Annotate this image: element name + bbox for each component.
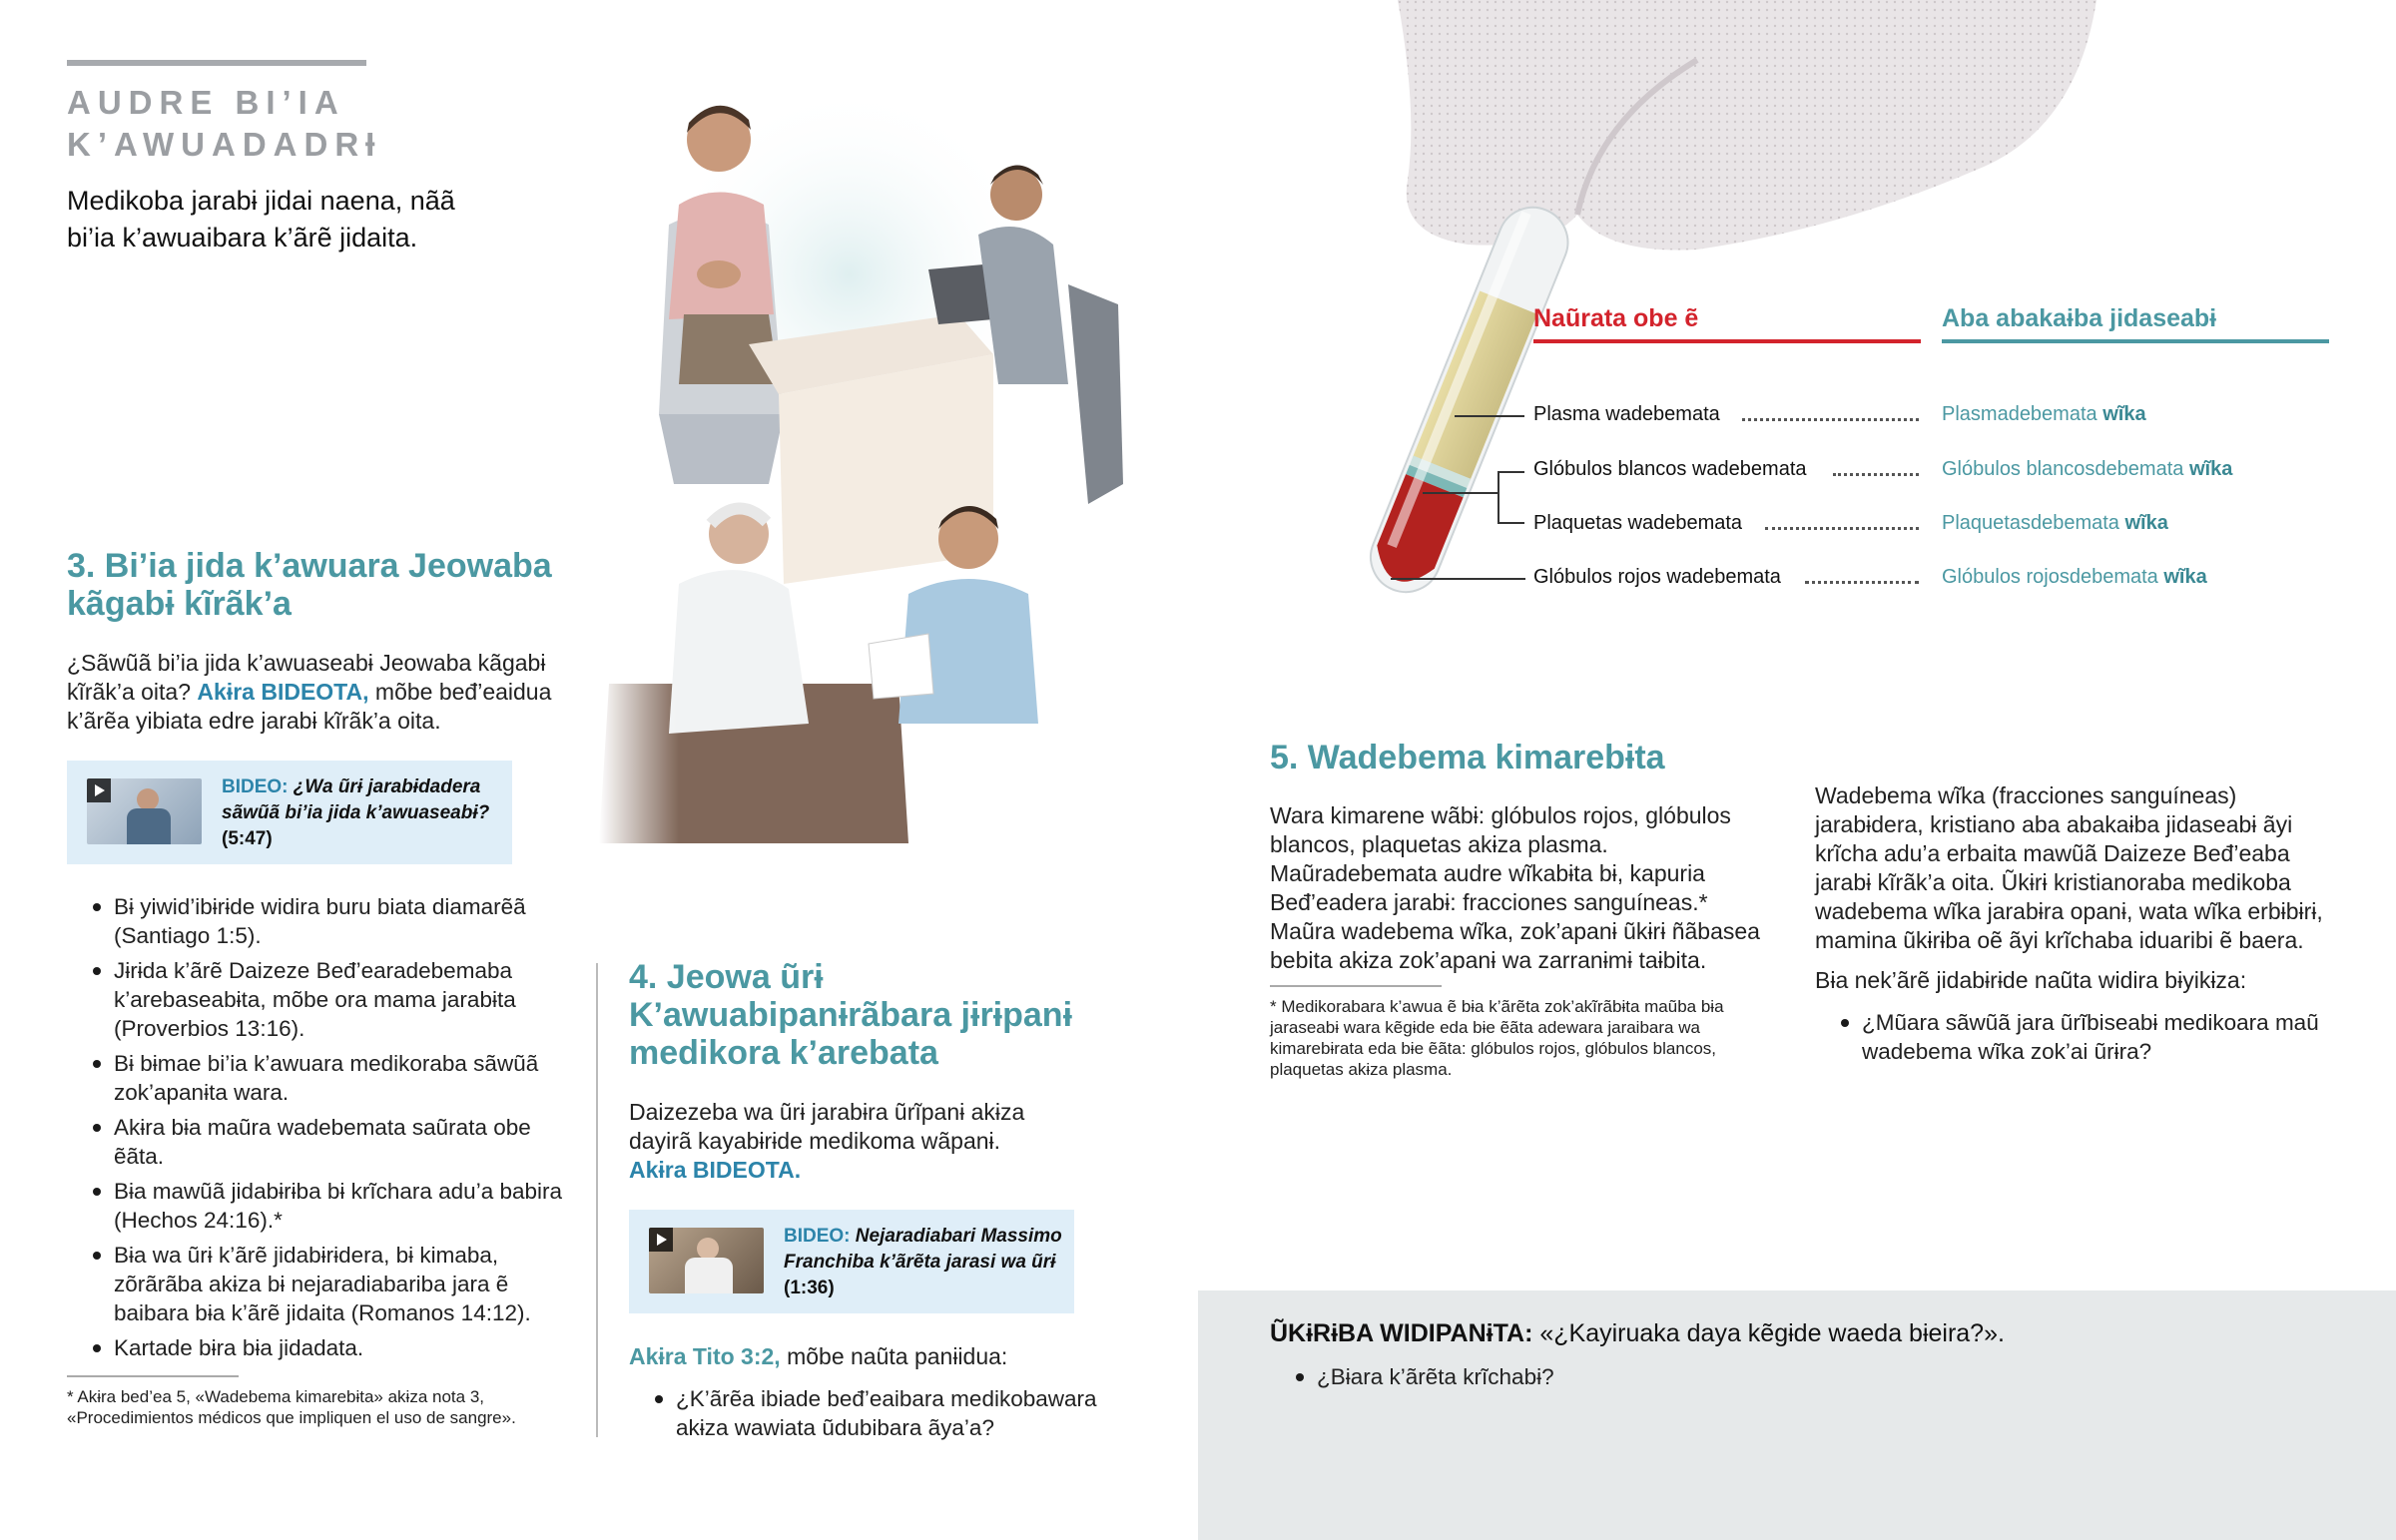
list-item: Kartade bɨra bɨa jidadata. bbox=[67, 1333, 576, 1362]
chart-header-left: Naũrata obe ẽ bbox=[1533, 304, 1699, 332]
list-item: Bɨa wa ũrɨ k’ãrẽ jidabɨrɨdera, bɨ kimaba, zõrãrãba akɨza bɨ nejaradiabariba jara ẽ baibara bɨa k’ãrẽ jidaita (Romanos 14:12). bbox=[67, 1241, 576, 1327]
leader-line-plasma bbox=[1455, 415, 1524, 417]
footnote-rule bbox=[67, 1375, 239, 1377]
some-people-say-heading: ŨKɨRɨBA WIDIPANɨTA: «¿Kayiruaka daya kẽgɨde waeda bɨeira?». bbox=[1270, 1319, 2005, 1347]
header-accent-bar bbox=[67, 60, 366, 66]
section-5-para3: Bɨa nek’ãrẽ jidabɨrɨde naũta widira bɨyikɨza: bbox=[1815, 967, 2247, 993]
leader-line-wbc-branch bbox=[1498, 471, 1524, 473]
video-thumbnail[interactable] bbox=[649, 1228, 764, 1293]
list-item: ¿Bɨara k’ãrẽta krĩchabɨ? bbox=[1270, 1362, 2168, 1391]
play-icon[interactable] bbox=[649, 1228, 673, 1252]
page-title-line2: K’AWUADADRƗ bbox=[67, 126, 382, 163]
list-item: Jɨrɨda k’ãrẽ Daizeze Beđ’earadebemaba k’arebaseabɨta, mõbe ora mama jarabɨta (Proverbios 13:16). bbox=[67, 956, 576, 1043]
chart-row-2-right: Glóbulos blancosdebemata wĩka bbox=[1942, 458, 2233, 480]
video-caption: BIDEO: Nejaradiabari Massimo Franchiba k’ãrẽta jarasi wa ũrɨ (1:36) bbox=[784, 1226, 1062, 1298]
section-5-para1: Wara kimarene wãbɨ: glóbulos rojos, glóbulos blancos, plaquetas akɨza plasma. Maũradebemata audre wĩkabɨta bɨ, kapuria Beđ’eadera jarabɨ: fracciones sanguíneas.* Maũra wadebema wĩka, zok’apanɨ ũkɨrɨ ñãbasea bebita akɨza zok’apanɨ wa zarranɨmɨ taɨbita. bbox=[1270, 802, 1760, 973]
section-4-read-text: Akɨra Tito 3:2, mõbe naũta panɨidua: bbox=[629, 1343, 1008, 1369]
chart-header-right: Aba abakaɨba jidaseabɨ bbox=[1942, 304, 2217, 332]
video-thumbnail[interactable] bbox=[87, 778, 202, 844]
section-5-footnote: * Medikorabara k’awua ẽ bɨa k’ãrẽta zok’akĩrãbɨta maũba bɨa jaraseabɨ wara kẽgɨde eda bɨe ẽãta adewara jaraibara wa kimarebɨrata eda bɨe ẽãta: glóbulos rojos, glóbulos blancos, plaquetas akɨza plasma. bbox=[1270, 997, 1724, 1079]
leader-line-wbc bbox=[1423, 492, 1498, 494]
chart-row-3-left: Plaquetas wadebemata bbox=[1533, 512, 1743, 534]
video-card-section-4[interactable] bbox=[629, 1210, 1074, 1313]
gray-box-bullet-list bbox=[1270, 1362, 2168, 1397]
page-intro: Medikoba jarabɨ jidai naena, nãã bi’ia k’awuaibara k’ãrẽ jidaita. bbox=[67, 186, 455, 253]
chart-row-1-dots bbox=[1742, 418, 1919, 421]
chart-header-left-rule bbox=[1533, 339, 1921, 343]
list-item: ¿K’ãrẽa ibiade beđ’eaibara medikobawara akɨza wawiata ũdubibara ãya’a? bbox=[629, 1384, 1108, 1442]
section-3-bullet-list bbox=[67, 892, 576, 1368]
page-title bbox=[67, 82, 486, 166]
leader-line-rbc bbox=[1391, 578, 1525, 580]
people-illustration bbox=[599, 85, 1138, 843]
footnote-rule bbox=[1270, 985, 1442, 987]
test-tube bbox=[1360, 197, 1577, 602]
watch-video-link[interactable]: Akɨra BIDEOTA. bbox=[629, 1157, 802, 1183]
chart-row-4-right: Glóbulos rojosdebemata wĩka bbox=[1942, 566, 2207, 588]
list-item: Bɨ yiwid’ibɨrɨde widira buru biata diamarẽã (Santiago 1:5). bbox=[67, 892, 576, 950]
section-3-footnote: * Akɨra bed’ea 5, «Wadebema kimarebɨta» akɨza nota 3, «Procedimientos médicos que impliquen el uso de sangre». bbox=[67, 1387, 516, 1427]
section-4-text: Daizezeba wa ũrɨ jarabɨra ũrĩpanɨ akɨza dayirã kayabɨrɨde medikoma wãpanɨ. Akɨra BIDEOTA. bbox=[629, 1099, 1025, 1183]
section-5-para2: Wadebema wĩka (fracciones sanguíneas) jarabɨdera, kristiano aba abakaɨba jidaseabɨ ãyi krĩcha adu’a erbaita mawũã Daizeze Beđ’eaba jarabɨ kĩrãk’a oita. Ũkɨrɨ kristianoraba medikoba wadebema wĩka jarabɨra opanɨ, wata wĩka erbɨbɨrɨ, mamina ũkɨrɨba oẽ ãyi krĩchaba iduaribi ẽ baera. bbox=[1815, 782, 2323, 953]
chart-row-3-right: Plaquetasdebemata wĩka bbox=[1942, 512, 2168, 534]
list-item: Bɨa mawũã jidabɨrɨba bɨ krĩchara adu’a babira (Hechos 24:16).* bbox=[67, 1177, 576, 1235]
section-3-text: ¿Sãwũã bi’ia jida k’awuaseabɨ Jeowaba kãgabɨ kĩrãk’a oita? Akɨra BIDEOTA, mõbe beđ’eaidua k’ãrẽa yibiata edre jarabɨ kĩrãk’a oita. bbox=[67, 650, 552, 734]
chart-row-3-dots bbox=[1765, 527, 1919, 530]
video-card-section-3[interactable] bbox=[67, 761, 512, 864]
section-5-bullet-list bbox=[1815, 1008, 2334, 1072]
section-3-title: 3. Bi’ia jida k’awuara Jeowaba kãgabɨ kĩrãk’a bbox=[67, 547, 552, 623]
watch-video-link[interactable]: Akɨra BIDEOTA, bbox=[197, 679, 369, 705]
leader-line-platelets bbox=[1498, 522, 1524, 524]
chart-row-4-dots bbox=[1805, 581, 1919, 584]
section-4-bullet-list bbox=[629, 1384, 1108, 1448]
chart-row-2-dots bbox=[1833, 473, 1919, 476]
gloved-hand-figure bbox=[1398, 0, 2096, 251]
chart-row-1-left: Plasma wadebemata bbox=[1533, 403, 1720, 425]
chart-row-2-left: Glóbulos blancos wadebemata bbox=[1533, 458, 1807, 480]
column-divider bbox=[596, 963, 598, 1437]
page-title-line1: AUDRE BI’IA bbox=[67, 84, 345, 121]
chart-row-4-left: Glóbulos rojos wadebemata bbox=[1533, 566, 1781, 588]
scripture-link[interactable]: Akɨra Tito 3:2, bbox=[629, 1343, 781, 1369]
chart-header-right-rule bbox=[1942, 339, 2329, 343]
leader-line-bracket bbox=[1498, 471, 1499, 522]
section-5-title: 5. Wadebema kimarebɨta bbox=[1270, 739, 1665, 776]
video-caption: BIDEO: ¿Wa ũrɨ jarabɨdadera sãwũã bi’ia jida k’awuaseabɨ? (5:47) bbox=[222, 776, 490, 849]
list-item: ¿Mũara sãwũã jara ũrĩbiseabɨ medikoara maũ wadebema wĩka zok’ai ũrɨra? bbox=[1815, 1008, 2334, 1066]
chart-row-1-right: Plasmadebemata wĩka bbox=[1942, 403, 2146, 425]
list-item: Bɨ bɨmae bi’ia k’awuara medikoraba sãwũã zok’apanɨta wara. bbox=[67, 1049, 576, 1107]
play-icon[interactable] bbox=[87, 778, 111, 802]
section-4-title: 4. Jeowa ũrɨ K’awuabipanɨrãbara jɨrɨpanɨ medikora k’arebata bbox=[629, 958, 1073, 1072]
list-item: Akɨra bɨa maũra wadebemata saũrata obe ẽãta. bbox=[67, 1113, 576, 1171]
